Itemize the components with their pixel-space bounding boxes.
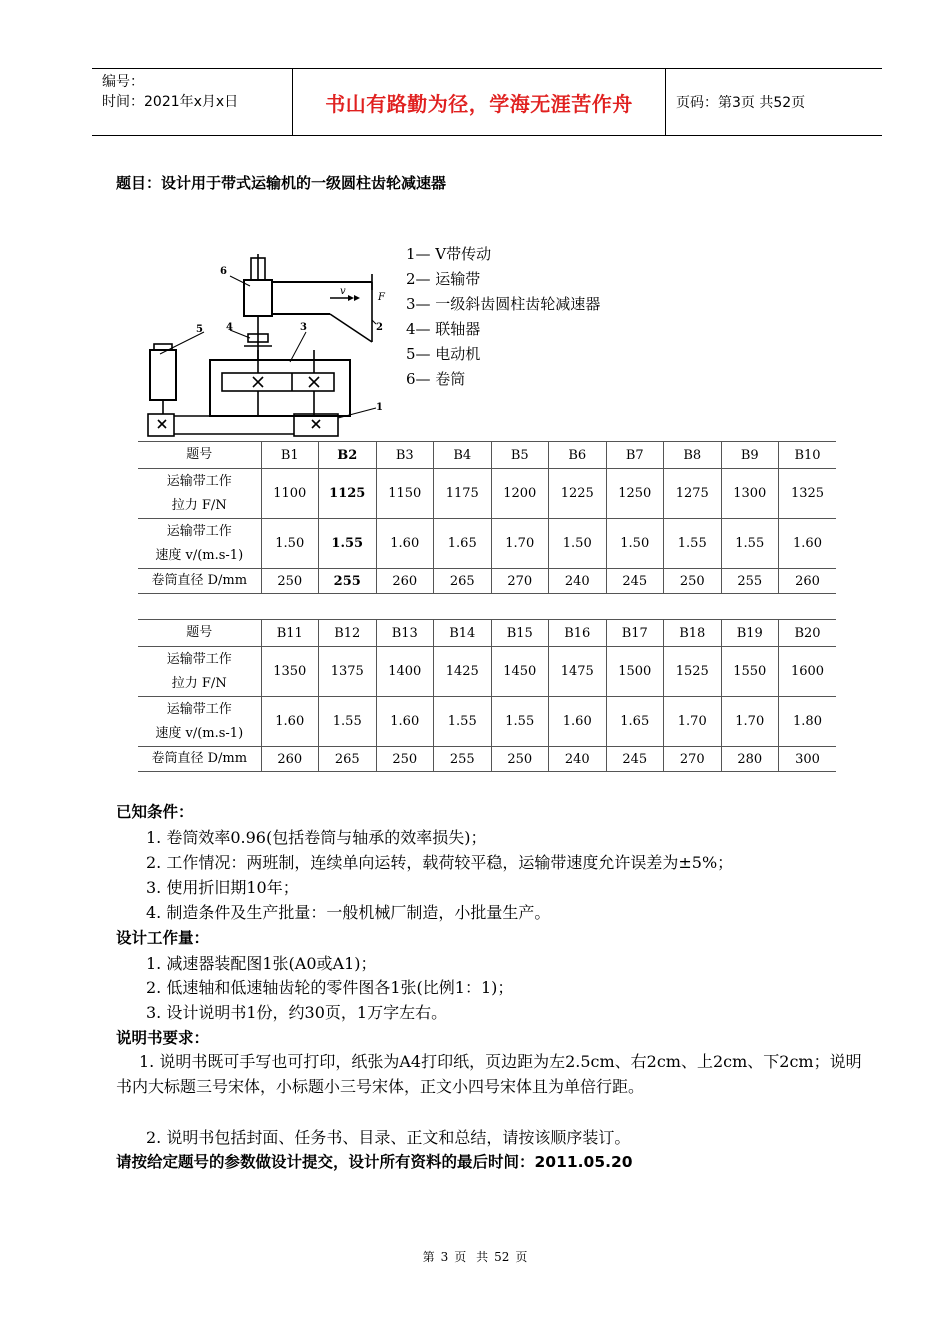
row-label: 运输带工作 拉力 F/N — [138, 647, 261, 697]
table-header-cell: 题号 — [138, 442, 261, 469]
parameter-table-1 — [138, 441, 836, 594]
table-cell: 245 — [606, 569, 664, 594]
header-meta — [92, 69, 293, 135]
table-cell: 1375 — [319, 647, 377, 697]
table-cell: 270 — [491, 569, 549, 594]
table-header-row — [138, 620, 836, 647]
table-cell: 1550 — [721, 647, 779, 697]
table-cell: 250 — [376, 747, 434, 772]
table-cell: 1250 — [606, 469, 664, 519]
table-cell: 1450 — [491, 647, 549, 697]
workload-item: 1. 减速器装配图1张(A0或A1)； — [146, 954, 377, 973]
table-cell: 245 — [606, 747, 664, 772]
table-cell: 1.55 — [491, 697, 549, 747]
header-motto: 书山有路勤为径，学海无涯苦作舟 — [293, 69, 666, 135]
known-item: 1. 卷筒效率0.96(包括卷筒与轴承的效率损失)； — [146, 828, 487, 847]
table-header-cell: B14 — [434, 620, 492, 647]
table-row — [138, 747, 836, 772]
row-label: 运输带工作 拉力 F/N — [138, 469, 261, 519]
table-header-cell: B1 — [261, 442, 319, 469]
table-cell: 280 — [721, 747, 779, 772]
table-header-cell: B20 — [779, 620, 837, 647]
legend-item: 2— 运输带 — [406, 270, 481, 288]
table-cell: 1.60 — [376, 519, 434, 569]
table-cell: 1300 — [721, 469, 779, 519]
table-cell: 1.60 — [261, 697, 319, 747]
requirements-heading: 说明书要求： — [116, 1029, 210, 1047]
table-row — [138, 569, 836, 594]
table-header-cell: B16 — [549, 620, 607, 647]
table-cell: 1.70 — [721, 697, 779, 747]
table-header-cell: B10 — [779, 442, 837, 469]
table-cell: 1.80 — [779, 697, 837, 747]
table-header-cell: B3 — [376, 442, 434, 469]
table-header-cell: B11 — [261, 620, 319, 647]
row-label: 运输带工作 速度 v/(m.s-1) — [138, 697, 261, 747]
table-row — [138, 647, 836, 697]
table-cell: 250 — [664, 569, 722, 594]
table-cell: 260 — [779, 569, 837, 594]
table-cell: 1475 — [549, 647, 607, 697]
table-cell: 1.50 — [606, 519, 664, 569]
table-row — [138, 519, 836, 569]
table-cell: 1.55 — [664, 519, 722, 569]
table-cell: 250 — [491, 747, 549, 772]
table-cell: 1125 — [319, 469, 377, 519]
table-cell: 255 — [319, 569, 377, 594]
diagram-label-4: 4 — [226, 322, 233, 333]
diagram-label-v: v — [340, 286, 346, 297]
table-cell: 1.70 — [664, 697, 722, 747]
known-item: 4. 制造条件及生产批量：一般机械厂制造，小批量生产。 — [146, 903, 551, 922]
table-header-cell: B19 — [721, 620, 779, 647]
diagram-label-2: 2 — [376, 322, 383, 333]
table-cell: 1400 — [376, 647, 434, 697]
table-cell: 255 — [721, 569, 779, 594]
table-row — [138, 697, 836, 747]
table-header-cell: B4 — [434, 442, 492, 469]
table-cell: 1150 — [376, 469, 434, 519]
table-cell: 1.50 — [549, 519, 607, 569]
diagram-label-6: 6 — [220, 266, 227, 277]
table-header-cell: B6 — [549, 442, 607, 469]
workload-heading: 设计工作量： — [116, 929, 210, 947]
table-cell: 265 — [319, 747, 377, 772]
table-header-cell: B12 — [319, 620, 377, 647]
table-cell: 1100 — [261, 469, 319, 519]
table-cell: 1.65 — [606, 697, 664, 747]
table-cell: 1350 — [261, 647, 319, 697]
table-header-cell: 题号 — [138, 620, 261, 647]
row-label: 运输带工作 速度 v/(m.s-1) — [138, 519, 261, 569]
table-cell: 1.50 — [261, 519, 319, 569]
table-cell: 1.55 — [319, 697, 377, 747]
row-label: 卷筒直径 D/mm — [138, 747, 261, 772]
table-header-row — [138, 442, 836, 469]
requirements-paragraph: 1. 说明书既可手写也可打印，纸张为A4打印纸，页边距为左2.5cm、右2cm、上2cm、下2cm；说明书内大标题三号宋体，小标题小三号宋体，正文小四号宋体且为单倍行距。 — [116, 1052, 862, 1096]
table-cell: 1.55 — [434, 697, 492, 747]
page-header — [92, 68, 882, 136]
table-cell: 1.55 — [721, 519, 779, 569]
table-cell: 1175 — [434, 469, 492, 519]
legend-item: 3— 一级斜齿圆柱齿轮减速器 — [406, 295, 601, 313]
transmission-diagram — [140, 250, 400, 440]
table-cell: 1.60 — [376, 697, 434, 747]
table-cell: 1.60 — [549, 697, 607, 747]
table-header-cell: B5 — [491, 442, 549, 469]
table-cell: 1225 — [549, 469, 607, 519]
diagram-label-F: F — [378, 292, 385, 303]
table-header-cell: B15 — [491, 620, 549, 647]
table-header-cell: B9 — [721, 442, 779, 469]
table-cell: 240 — [549, 569, 607, 594]
table-header-cell: B18 — [664, 620, 722, 647]
diagram-label-1: 1 — [376, 402, 383, 413]
deadline-notice: 请按给定题号的参数做设计提交，设计所有资料的最后时间：2011.05.20 — [116, 1153, 633, 1171]
table-cell: 1325 — [779, 469, 837, 519]
table-header-cell: B2 — [319, 442, 377, 469]
known-item: 2. 工作情况：两班制，连续单向运转，载荷较平稳，运输带速度允许误差为±5%； — [146, 853, 734, 872]
table-cell: 1500 — [606, 647, 664, 697]
footer-page-number: 3 — [440, 1250, 449, 1264]
legend-item: 6— 卷筒 — [406, 370, 466, 388]
page-footer: 第 3 页 共 52 页 — [422, 1250, 528, 1264]
table-cell: 1275 — [664, 469, 722, 519]
table-cell: 1600 — [779, 647, 837, 697]
page-title: 题目：设计用于带式运输机的一级圆柱齿轮减速器 — [116, 174, 447, 192]
known-item: 3. 使用折旧期10年； — [146, 878, 299, 897]
table-cell: 250 — [261, 569, 319, 594]
table-cell: 240 — [549, 747, 607, 772]
table-cell: 260 — [261, 747, 319, 772]
table-cell: 1200 — [491, 469, 549, 519]
header-page-label: 页码：第3页 共52页 — [676, 95, 806, 111]
workload-item: 3. 设计说明书1份，约30页，1万字左右。 — [146, 1003, 448, 1022]
diagram-label-5: 5 — [196, 324, 203, 335]
table-cell: 255 — [434, 747, 492, 772]
table-cell: 1.60 — [779, 519, 837, 569]
table-header-cell: B7 — [606, 442, 664, 469]
table-header-cell: B17 — [606, 620, 664, 647]
number-label: 编号： — [102, 74, 144, 90]
diagram-label-3: 3 — [300, 322, 307, 333]
table-cell: 265 — [434, 569, 492, 594]
time-label: 时间：2021年x月x日 — [102, 94, 239, 110]
workload-item: 2. 低速轴和低速轴齿轮的零件图各1张(比例1：1)； — [146, 978, 514, 997]
parameter-table-2 — [138, 619, 836, 772]
known-conditions-heading: 已知条件： — [116, 803, 194, 821]
table-cell: 1.65 — [434, 519, 492, 569]
row-label: 卷筒直径 D/mm — [138, 569, 261, 594]
table-cell: 1425 — [434, 647, 492, 697]
legend-item: 1— V带传动 — [406, 245, 492, 263]
table-cell: 1.70 — [491, 519, 549, 569]
table-cell: 300 — [779, 747, 837, 772]
table-cell: 260 — [376, 569, 434, 594]
table-row — [138, 469, 836, 519]
table-cell: 270 — [664, 747, 722, 772]
table-cell: 1525 — [664, 647, 722, 697]
footer-total-pages: 52 — [494, 1250, 510, 1264]
table-header-cell: B13 — [376, 620, 434, 647]
requirements-paragraph: 2. 说明书包括封面、任务书、目录、正文和总结，请按该顺序装订。 — [146, 1128, 631, 1147]
table-cell: 1.55 — [319, 519, 377, 569]
table-header-cell: B8 — [664, 442, 722, 469]
legend-item: 5— 电动机 — [406, 345, 481, 363]
diagram-legend — [406, 242, 600, 392]
legend-item: 4— 联轴器 — [406, 320, 481, 338]
